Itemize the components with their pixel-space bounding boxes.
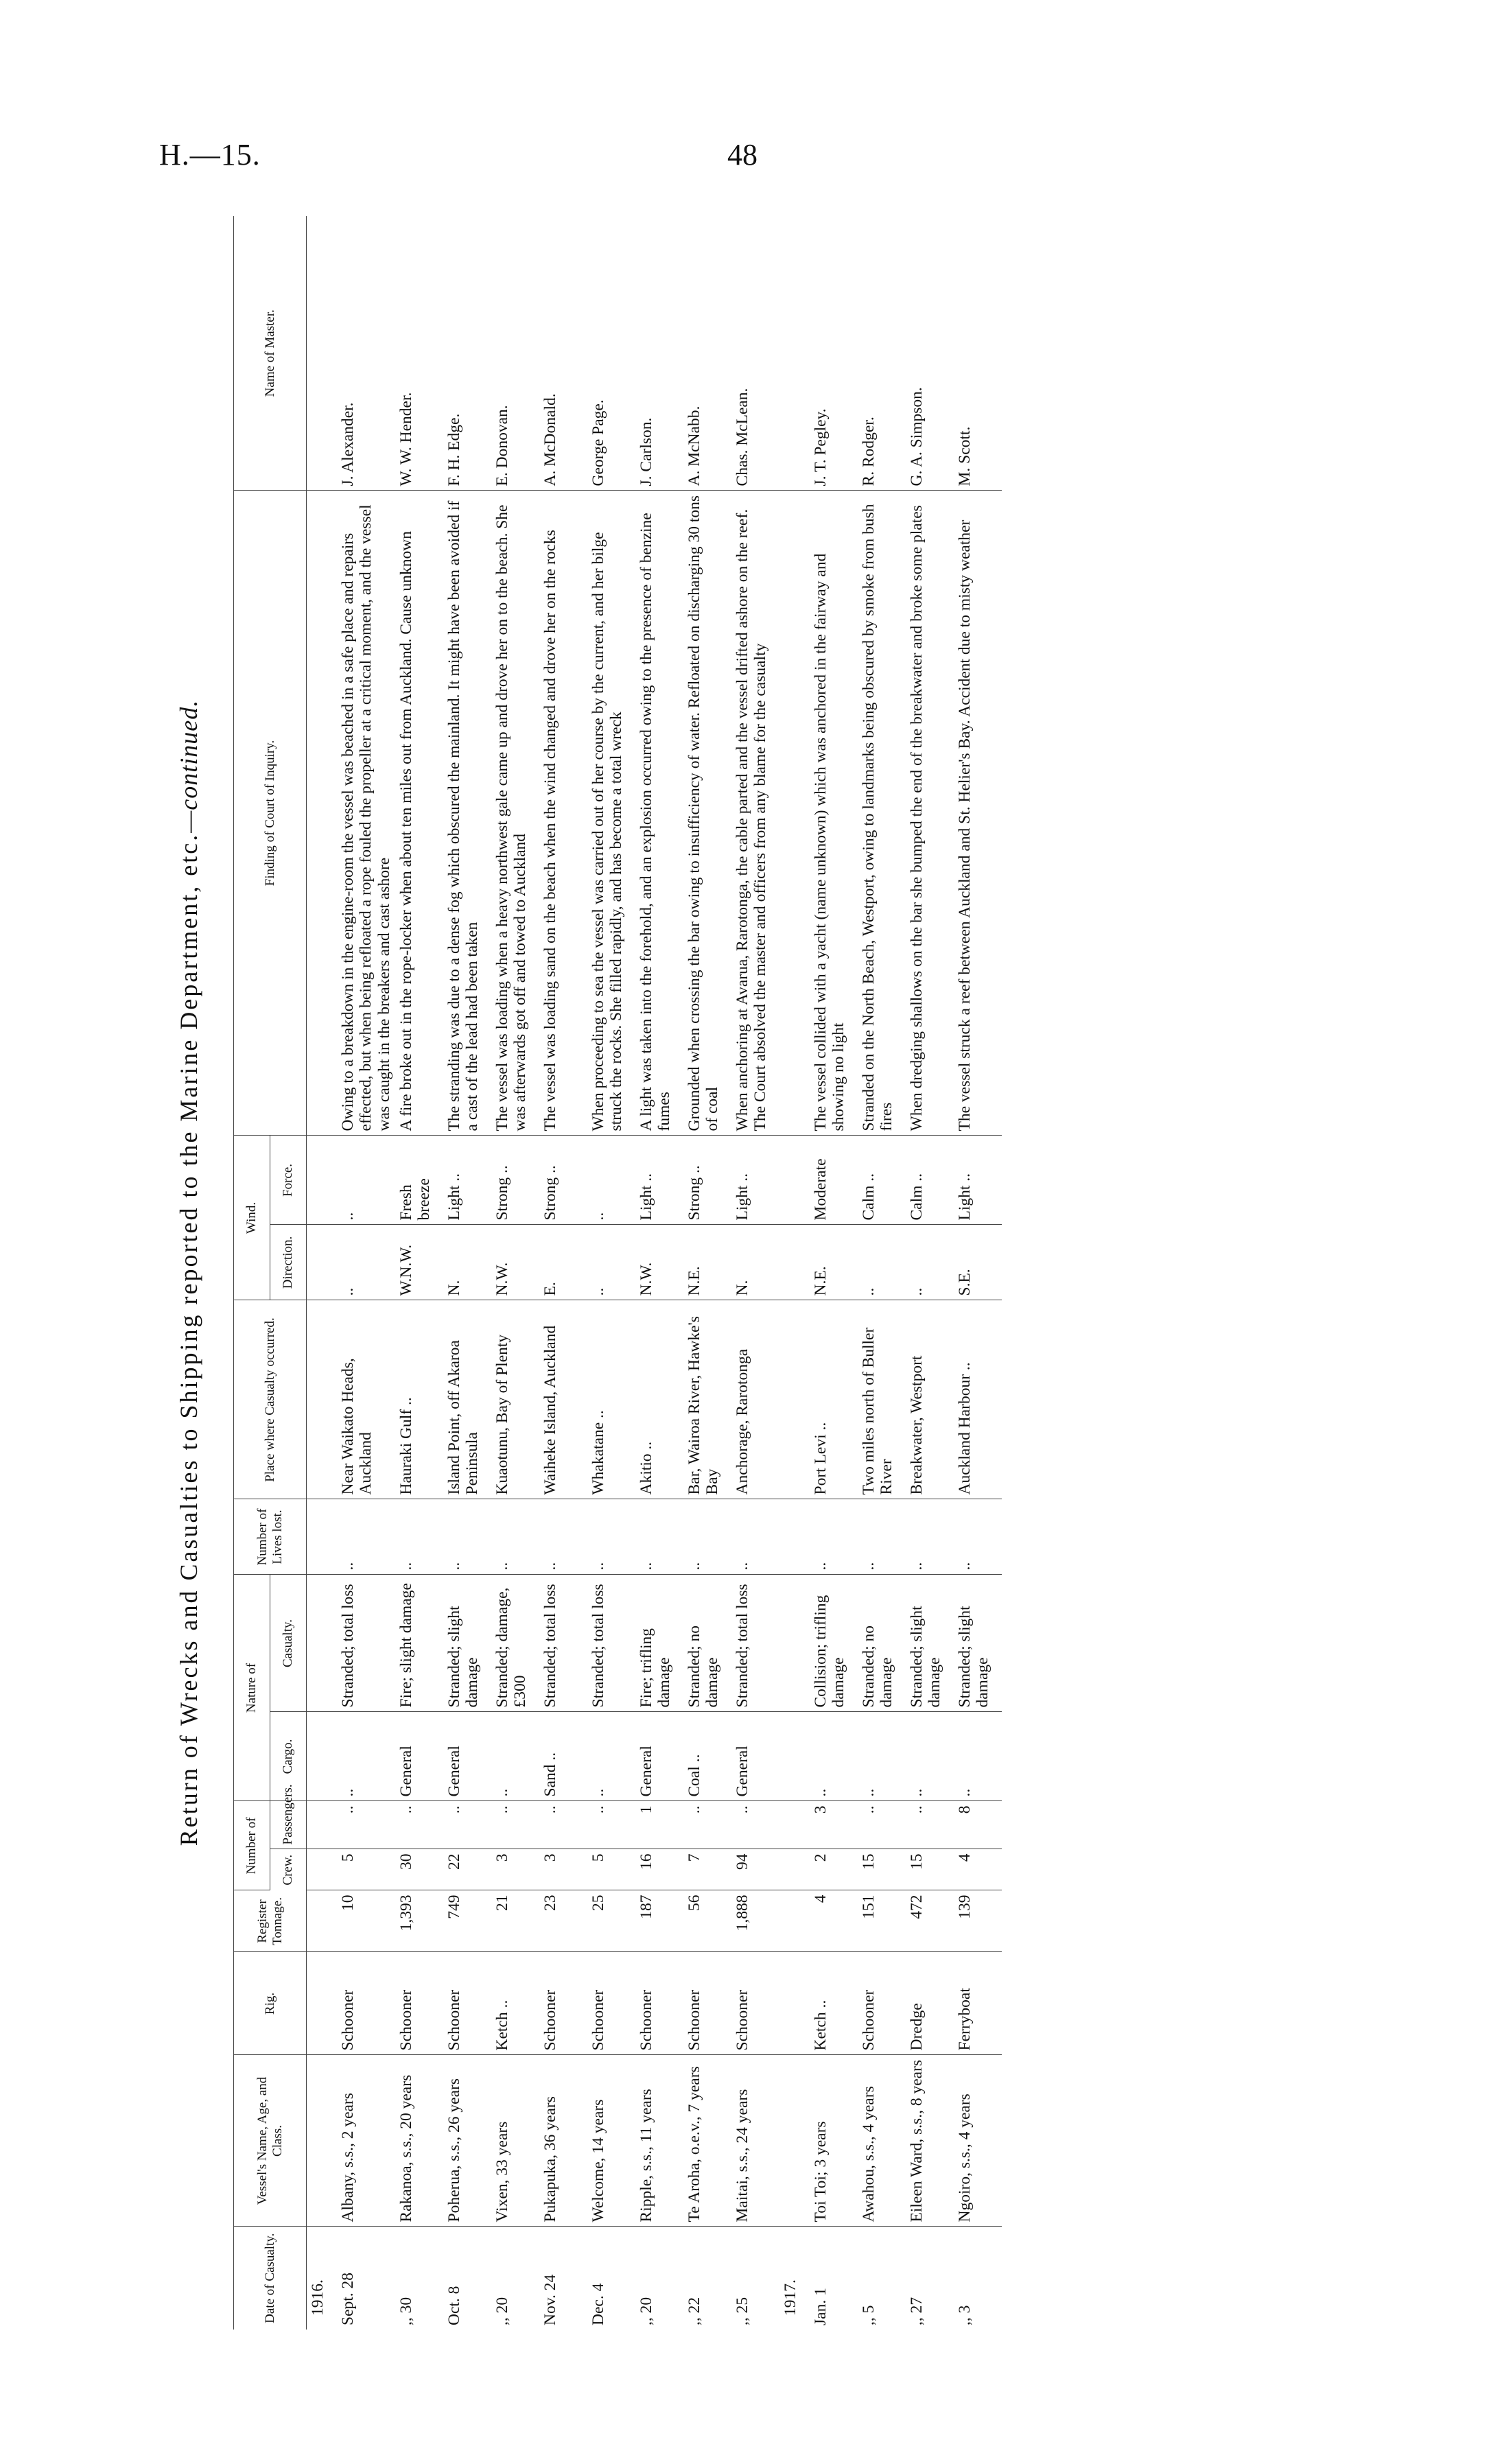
document-code: H.—15. bbox=[159, 138, 261, 172]
cell-finding: The stranding was due to a dense fog which obscured the mainland. It might have been avoided if a cast of the lead had been taken bbox=[443, 491, 491, 1136]
cell-place: Auckland Harbour .. bbox=[954, 1300, 1002, 1499]
cell-casualty: Stranded; damage, £300 bbox=[491, 1575, 539, 1712]
cell-cargo: .. bbox=[906, 1712, 954, 1801]
year-label: 1917. bbox=[781, 2279, 799, 2316]
table-row bbox=[810, 216, 858, 2330]
cell-vessel: Poherua, s.s., 26 years bbox=[443, 2055, 491, 2227]
cell-tonnage: 56 bbox=[683, 1890, 731, 1952]
cell-master: Chas. McLean. bbox=[731, 216, 779, 491]
cell-vessel: Eileen Ward, s.s., 8 years bbox=[906, 2055, 954, 2227]
cell-direction: N.W. bbox=[491, 1225, 539, 1300]
cell-cargo: General bbox=[395, 1712, 443, 1801]
cell-lives: .. bbox=[443, 1499, 491, 1575]
cell-rig: Schooner bbox=[858, 1952, 906, 2055]
col-tonnage: Register Tonnage. bbox=[234, 1890, 307, 1952]
cell-master: George Page. bbox=[587, 216, 635, 491]
cell-casualty: Stranded; slight damage bbox=[443, 1575, 491, 1712]
cell-date: ,, 25 bbox=[733, 2297, 751, 2325]
cell-date: ,, 22 bbox=[685, 2297, 703, 2325]
cell-lives: .. bbox=[731, 1499, 779, 1575]
cell-date: ,, 20 bbox=[637, 2297, 655, 2325]
cell-vessel: Ngoiro, s.s., 4 years bbox=[954, 2055, 1002, 2227]
col-direction: Direction. bbox=[270, 1225, 307, 1300]
cell-direction: .. bbox=[906, 1225, 954, 1300]
cell-master: G. A. Simpson. bbox=[906, 216, 954, 491]
cell-date: ,, 5 bbox=[859, 2305, 878, 2325]
cell-tonnage: 1,888 bbox=[731, 1890, 779, 1952]
cell-passengers: .. bbox=[731, 1801, 779, 1849]
cell-rig: Ferryboat bbox=[954, 1952, 1002, 2055]
cell-master: R. Rodger. bbox=[858, 216, 906, 491]
cell-tonnage: 472 bbox=[906, 1890, 954, 1952]
cell-vessel: Pukapuka, 36 years bbox=[539, 2055, 587, 2227]
table-row bbox=[337, 216, 395, 2330]
cell-tonnage: 10 bbox=[337, 1890, 395, 1952]
col-casualty: Casualty. bbox=[270, 1575, 307, 1712]
cell-passengers: .. bbox=[683, 1801, 731, 1849]
col-passengers: Passengers. bbox=[270, 1801, 307, 1849]
year-row-1917 bbox=[779, 216, 810, 2330]
cell-master: J. Alexander. bbox=[337, 216, 395, 491]
cell-master: A. McDonald. bbox=[539, 216, 587, 491]
cell-passengers: .. bbox=[395, 1801, 443, 1849]
cell-lives: .. bbox=[587, 1499, 635, 1575]
cell-crew: 5 bbox=[587, 1849, 635, 1890]
cell-cargo: General bbox=[635, 1712, 683, 1801]
cell-crew: 2 bbox=[810, 1849, 858, 1890]
cell-direction: E. bbox=[539, 1225, 587, 1300]
cell-passengers: 3 bbox=[810, 1801, 858, 1849]
cell-lives: .. bbox=[337, 1499, 395, 1575]
cell-crew: 5 bbox=[337, 1849, 395, 1890]
cell-force: Fresh breeze bbox=[395, 1136, 443, 1225]
cell-direction: N.E. bbox=[683, 1225, 731, 1300]
cell-rig: Schooner bbox=[337, 1952, 395, 2055]
cell-master: A. McNabb. bbox=[683, 216, 731, 491]
table-row bbox=[683, 216, 731, 2330]
cell-casualty: Fire; trifling damage bbox=[635, 1575, 683, 1712]
cell-cargo: General bbox=[731, 1712, 779, 1801]
cell-lives: .. bbox=[858, 1499, 906, 1575]
cell-place: Hauraki Gulf .. bbox=[395, 1300, 443, 1499]
col-date: Date of Casualty. bbox=[234, 2227, 307, 2330]
cell-passengers: .. bbox=[587, 1801, 635, 1849]
cell-place: Bar, Wairoa River, Hawke's Bay bbox=[683, 1300, 731, 1499]
cell-cargo: Coal .. bbox=[683, 1712, 731, 1801]
col-crew: Crew. bbox=[270, 1849, 307, 1890]
cell-vessel: Welcome, 14 years bbox=[587, 2055, 635, 2227]
cell-crew: 7 bbox=[683, 1849, 731, 1890]
cell-crew: 94 bbox=[731, 1849, 779, 1890]
cell-rig: Ketch .. bbox=[810, 1952, 858, 2055]
cell-force: Light .. bbox=[443, 1136, 491, 1225]
cell-cargo: .. bbox=[491, 1712, 539, 1801]
cell-date: ,, 27 bbox=[907, 2297, 926, 2325]
table-title bbox=[158, 216, 220, 2330]
cell-casualty: Stranded; total loss bbox=[731, 1575, 779, 1712]
cell-passengers: 1 bbox=[635, 1801, 683, 1849]
cell-casualty: Collision; trifling damage bbox=[810, 1575, 858, 1712]
cell-force: Strong .. bbox=[539, 1136, 587, 1225]
cell-direction: .. bbox=[858, 1225, 906, 1300]
cell-direction: N.W. bbox=[635, 1225, 683, 1300]
cell-vessel: Ripple, s.s., 11 years bbox=[635, 2055, 683, 2227]
cell-finding: Owing to a breakdown in the engine-room the vessel was beached in a safe place and repairs effected, but when being refloated a rope fouled the propeller at a critical moment, and the vessel was caught in the breakers and cast ashore bbox=[337, 491, 395, 1136]
cell-vessel: Awahou, s.s., 4 years bbox=[858, 2055, 906, 2227]
cell-passengers: .. bbox=[539, 1801, 587, 1849]
cell-crew: 22 bbox=[443, 1849, 491, 1890]
cell-lives: .. bbox=[954, 1499, 1002, 1575]
cell-passengers: .. bbox=[906, 1801, 954, 1849]
page-number: 48 bbox=[727, 138, 758, 172]
cell-tonnage: 23 bbox=[539, 1890, 587, 1952]
col-cargo: Cargo. bbox=[270, 1712, 307, 1801]
col-vessel: Vessel's Name, Age, and Class. bbox=[234, 2055, 307, 2227]
cell-cargo: .. bbox=[954, 1712, 1002, 1801]
cell-date: ,, 30 bbox=[397, 2297, 415, 2325]
cell-force: Calm .. bbox=[858, 1136, 906, 1225]
cell-cargo: .. bbox=[587, 1712, 635, 1801]
cell-vessel: Maitai, s.s., 24 years bbox=[731, 2055, 779, 2227]
cell-master: W. W. Hender. bbox=[395, 216, 443, 491]
cell-passengers: .. bbox=[858, 1801, 906, 1849]
cell-place: Port Levi .. bbox=[810, 1300, 858, 1499]
col-number-of: Number of bbox=[234, 1801, 270, 1890]
cell-force: .. bbox=[587, 1136, 635, 1225]
col-force: Force. bbox=[270, 1136, 307, 1225]
cell-tonnage: 187 bbox=[635, 1890, 683, 1952]
table-row bbox=[395, 216, 443, 2330]
cell-place: Breakwater, Westport bbox=[906, 1300, 954, 1499]
cell-lives: .. bbox=[539, 1499, 587, 1575]
cell-rig: Ketch .. bbox=[491, 1952, 539, 2055]
cell-rig: Schooner bbox=[443, 1952, 491, 2055]
cell-lives: .. bbox=[491, 1499, 539, 1575]
cell-force: Light .. bbox=[731, 1136, 779, 1225]
cell-place: Island Point, off Akaroa Peninsula bbox=[443, 1300, 491, 1499]
cell-force: Light .. bbox=[635, 1136, 683, 1225]
cell-force: Strong .. bbox=[491, 1136, 539, 1225]
cell-lives: .. bbox=[906, 1499, 954, 1575]
cell-casualty: Stranded; total loss bbox=[587, 1575, 635, 1712]
cell-place: Waiheke Island, Auckland bbox=[539, 1300, 587, 1499]
table-row bbox=[731, 216, 779, 2330]
cell-place: Two miles north of Buller River bbox=[858, 1300, 906, 1499]
cell-casualty: Fire; slight damage bbox=[395, 1575, 443, 1712]
col-finding: Finding of Court of Inquiry. bbox=[234, 491, 307, 1136]
cell-finding: Grounded when crossing the bar owing to insufficiency of water. Refloated on discharging 30 tons of coal bbox=[683, 491, 731, 1136]
table-row bbox=[539, 216, 587, 2330]
cell-master: E. Donovan. bbox=[491, 216, 539, 491]
cell-finding: The vessel was loading when a heavy northwest gale came up and drove her on to the beach. She was afterwards got off and towed to Auckland bbox=[491, 491, 539, 1136]
cell-force: Strong .. bbox=[683, 1136, 731, 1225]
cell-vessel: Te Aroha, o.e.v., 7 years bbox=[683, 2055, 731, 2227]
cell-finding: When dredging shallows on the bar she bumped the end of the breakwater and broke some plates bbox=[906, 491, 954, 1136]
cell-casualty: Stranded; total loss bbox=[337, 1575, 395, 1712]
col-rig: Rig. bbox=[234, 1952, 307, 2055]
cell-date: ,, 3 bbox=[955, 2305, 974, 2325]
col-place: Place where Casualty occurred. bbox=[234, 1300, 307, 1499]
col-master: Name of Master. bbox=[234, 216, 307, 491]
cell-date: Dec. 4 bbox=[589, 2283, 607, 2325]
cell-tonnage: 25 bbox=[587, 1890, 635, 1952]
cell-rig: Schooner bbox=[395, 1952, 443, 2055]
cell-vessel: Vixen, 33 years bbox=[491, 2055, 539, 2227]
cell-vessel: Rakanoa, s.s., 20 years bbox=[395, 2055, 443, 2227]
cell-crew: 3 bbox=[539, 1849, 587, 1890]
cell-place: Near Waikato Heads, Auckland bbox=[337, 1300, 395, 1499]
year-row-1916 bbox=[307, 216, 338, 2330]
cell-tonnage: 749 bbox=[443, 1890, 491, 1952]
cell-casualty: Stranded; total loss bbox=[539, 1575, 587, 1712]
cell-finding: The vessel was loading sand on the beach when the wind changed and drove her on the rocks bbox=[539, 491, 587, 1136]
cell-direction: .. bbox=[587, 1225, 635, 1300]
title-continued: —continued. bbox=[175, 699, 202, 833]
cell-cargo: General bbox=[443, 1712, 491, 1801]
cell-rig: Schooner bbox=[587, 1952, 635, 2055]
cell-finding: A fire broke out in the rope-locker when about ten miles out from Auckland. Cause unknown bbox=[395, 491, 443, 1136]
table-row bbox=[443, 216, 491, 2330]
cell-passengers: .. bbox=[443, 1801, 491, 1849]
table-row bbox=[635, 216, 683, 2330]
cell-force: .. bbox=[337, 1136, 395, 1225]
cell-casualty: Stranded; no damage bbox=[683, 1575, 731, 1712]
cell-direction: N. bbox=[731, 1225, 779, 1300]
table-row bbox=[954, 216, 1002, 2330]
cell-finding: A light was taken into the forehold, and an explosion occurred owing to the presence of benzine fumes bbox=[635, 491, 683, 1136]
cell-master: M. Scott. bbox=[954, 216, 1002, 491]
cell-casualty: Stranded; no damage bbox=[858, 1575, 906, 1712]
cell-rig: Schooner bbox=[635, 1952, 683, 2055]
table-row bbox=[587, 216, 635, 2330]
cell-tonnage: 1,393 bbox=[395, 1890, 443, 1952]
cell-cargo: Sand .. bbox=[539, 1712, 587, 1801]
cell-place: Akitio .. bbox=[635, 1300, 683, 1499]
cell-tonnage: 151 bbox=[858, 1890, 906, 1952]
title-main: Return of Wrecks and Casualties to Shipping reported to the Marine Department, etc. bbox=[175, 832, 202, 1846]
table-row bbox=[906, 216, 954, 2330]
cell-passengers: .. bbox=[337, 1801, 395, 1849]
cell-finding: Stranded on the North Beach, Westport, owing to landmarks being obscured by smoke from bush fires bbox=[858, 491, 906, 1136]
col-lives: Number of Lives lost. bbox=[234, 1499, 307, 1575]
cell-force: Light .. bbox=[954, 1136, 1002, 1225]
cell-cargo: .. bbox=[810, 1712, 858, 1801]
cell-lives: .. bbox=[810, 1499, 858, 1575]
cell-crew: 15 bbox=[906, 1849, 954, 1890]
cell-passengers: 8 bbox=[954, 1801, 1002, 1849]
cell-lives: .. bbox=[683, 1499, 731, 1575]
cell-place: Anchorage, Rarotonga bbox=[731, 1300, 779, 1499]
cell-master: J. T. Pegley. bbox=[810, 216, 858, 491]
casualties-table bbox=[233, 216, 1002, 2330]
year-label: 1916. bbox=[309, 2279, 327, 2316]
cell-tonnage: 4 bbox=[810, 1890, 858, 1952]
cell-crew: 3 bbox=[491, 1849, 539, 1890]
table-row bbox=[858, 216, 906, 2330]
cell-rig: Schooner bbox=[539, 1952, 587, 2055]
cell-finding: The vessel collided with a yacht (name unknown) which was anchored in the fairway and showing no light bbox=[810, 491, 858, 1136]
cell-cargo: .. bbox=[858, 1712, 906, 1801]
cell-crew: 30 bbox=[395, 1849, 443, 1890]
col-wind: Wind. bbox=[234, 1136, 270, 1300]
cell-date: Sept. 28 bbox=[339, 2272, 357, 2325]
cell-place: Kuaotunu, Bay of Plenty bbox=[491, 1300, 539, 1499]
cell-master: F. H. Edge. bbox=[443, 216, 491, 491]
cell-finding: The vessel struck a reef between Auckland and St. Helier's Bay. Accident due to misty weather bbox=[954, 491, 1002, 1136]
cell-finding: When anchoring at Avarua, Rarotonga, the cable parted and the vessel drifted ashore on the reef. The Court absolved the master and officers from any blame for the casualty bbox=[731, 491, 779, 1136]
cell-place: Whakatane .. bbox=[587, 1300, 635, 1499]
cell-rig: Schooner bbox=[683, 1952, 731, 2055]
cell-direction: .. bbox=[337, 1225, 395, 1300]
cell-cargo: .. bbox=[337, 1712, 395, 1801]
cell-direction: N.E. bbox=[810, 1225, 858, 1300]
cell-vessel: Toi Toi; 3 years bbox=[810, 2055, 858, 2227]
cell-passengers: .. bbox=[491, 1801, 539, 1849]
cell-force: Calm .. bbox=[906, 1136, 954, 1225]
cell-date: Oct. 8 bbox=[445, 2286, 463, 2325]
cell-crew: 15 bbox=[858, 1849, 906, 1890]
cell-lives: .. bbox=[635, 1499, 683, 1575]
cell-date: Nov. 24 bbox=[541, 2274, 559, 2325]
cell-crew: 16 bbox=[635, 1849, 683, 1890]
cell-direction: S.E. bbox=[954, 1225, 1002, 1300]
cell-rig: Dredge bbox=[906, 1952, 954, 2055]
cell-finding: When proceeding to sea the vessel was carried out of her course by the current, and her bilge struck the rocks. She filled rapidly, and has become a total wreck bbox=[587, 491, 635, 1136]
table-row bbox=[491, 216, 539, 2330]
cell-rig: Schooner bbox=[731, 1952, 779, 2055]
cell-tonnage: 21 bbox=[491, 1890, 539, 1952]
cell-date: Jan. 1 bbox=[811, 2288, 830, 2325]
cell-direction: W.N.W. bbox=[395, 1225, 443, 1300]
cell-master: J. Carlson. bbox=[635, 216, 683, 491]
cell-force: Moderate bbox=[810, 1136, 858, 1225]
cell-tonnage: 139 bbox=[954, 1890, 1002, 1952]
rotated-table-sheet bbox=[158, 216, 1365, 2330]
cell-vessel: Albany, s.s., 2 years bbox=[337, 2055, 395, 2227]
cell-crew: 4 bbox=[954, 1849, 1002, 1890]
cell-direction: N. bbox=[443, 1225, 491, 1300]
cell-casualty: Stranded; slight damage bbox=[954, 1575, 1002, 1712]
col-nature-of: Nature of bbox=[234, 1575, 270, 1801]
cell-lives: .. bbox=[395, 1499, 443, 1575]
cell-casualty: Stranded; slight damage bbox=[906, 1575, 954, 1712]
cell-date: ,, 20 bbox=[493, 2297, 511, 2325]
